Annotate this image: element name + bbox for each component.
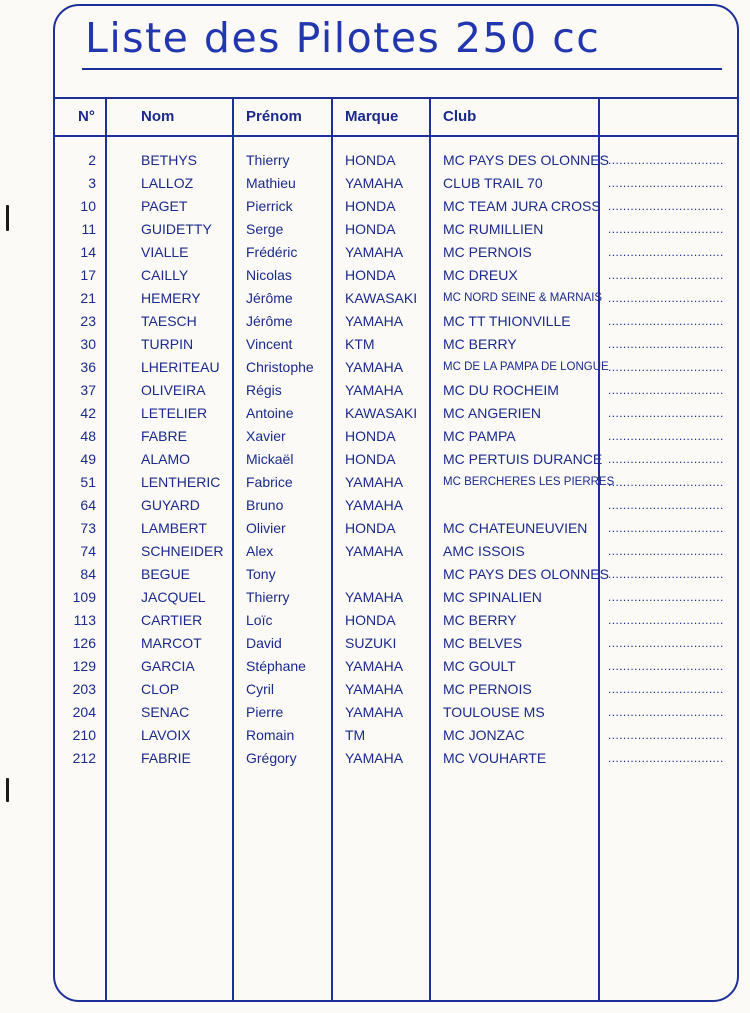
header-marque: Marque <box>345 108 399 125</box>
pilot-brand: KTM <box>345 336 375 352</box>
pilot-brand: YAMAHA <box>345 750 404 766</box>
pilot-last-name: CLOP <box>141 681 180 697</box>
pilot-brand: KAWASAKI <box>345 290 418 306</box>
pilot-last-name: PAGET <box>141 198 188 214</box>
pilot-first-name: Olivier <box>246 520 286 536</box>
pilot-club: MC TT THIONVILLE <box>443 313 571 329</box>
pilot-club: MC VOUHARTE <box>443 750 547 766</box>
pilot-number: 109 <box>72 589 96 605</box>
pilot-brand: YAMAHA <box>345 658 404 674</box>
pilot-number: 48 <box>80 428 96 444</box>
pilot-brand: YAMAHA <box>345 704 404 720</box>
signature-dotted-line: ............................... <box>608 590 724 604</box>
pilot-number: 10 <box>80 198 96 214</box>
pilot-last-name: BETHYS <box>141 152 198 168</box>
pilot-club: MC TEAM JURA CROSS <box>443 198 601 214</box>
pilot-club: MC PAMPA <box>443 428 516 444</box>
pilot-first-name: Christophe <box>246 359 314 375</box>
pilot-last-name: VIALLE <box>141 244 189 260</box>
header-prenom: Prénom <box>246 108 302 125</box>
pilot-number: 11 <box>81 221 96 237</box>
pilot-brand: YAMAHA <box>345 175 404 191</box>
pilot-last-name: FABRE <box>141 428 187 444</box>
pilot-brand: YAMAHA <box>345 244 404 260</box>
pilot-first-name: Grégory <box>246 750 297 766</box>
signature-dotted-line: ............................... <box>608 245 724 259</box>
pilot-first-name: Cyril <box>246 681 274 697</box>
pilot-club: MC PERNOIS <box>443 244 532 260</box>
pilot-last-name: JACQUEL <box>141 589 206 605</box>
pilot-first-name: Pierre <box>246 704 284 720</box>
pilot-number: 30 <box>80 336 96 352</box>
column-divider <box>429 97 431 1002</box>
pilot-club: MC PERTUIS DURANCE <box>443 451 603 467</box>
pilot-last-name: LETELIER <box>141 405 208 421</box>
pilot-first-name: David <box>246 635 282 651</box>
signature-dotted-line: ............................... <box>608 475 724 489</box>
pilot-club: MC BELVES <box>443 635 523 651</box>
signature-dotted-line: ............................... <box>608 682 724 696</box>
pilot-last-name: SCHNEIDER <box>141 543 224 559</box>
pilot-last-name: CARTIER <box>141 612 203 628</box>
pilot-club: MC PAYS DES OLONNES <box>443 152 609 168</box>
pilot-number: 212 <box>72 750 96 766</box>
pilot-number: 51 <box>80 474 96 490</box>
pilot-first-name: Thierry <box>246 589 290 605</box>
signature-dotted-line: ............................... <box>608 176 724 190</box>
signature-dotted-line: ............................... <box>608 728 724 742</box>
signature-dotted-line: ............................... <box>608 383 724 397</box>
pilot-first-name: Mathieu <box>246 175 296 191</box>
signature-dotted-line: ............................... <box>608 337 724 351</box>
pilot-last-name: GUYARD <box>141 497 200 513</box>
pilot-last-name: TURPIN <box>141 336 194 352</box>
pilot-club: MC JONZAC <box>443 727 525 743</box>
signature-dotted-line: ............................... <box>608 751 724 765</box>
signature-dotted-line: ............................... <box>608 291 724 305</box>
pilot-brand: YAMAHA <box>345 497 404 513</box>
pilot-last-name: LAMBERT <box>141 520 207 536</box>
table-top-rule <box>53 97 739 99</box>
pilot-first-name: Régis <box>246 382 282 398</box>
pilot-first-name: Xavier <box>246 428 286 444</box>
pilot-first-name: Vincent <box>246 336 293 352</box>
pilot-last-name: ALAMO <box>141 451 191 467</box>
pilot-brand: SUZUKI <box>345 635 397 651</box>
pilot-first-name: Alex <box>246 543 274 559</box>
signature-dotted-line: ............................... <box>608 498 724 512</box>
pilot-brand: HONDA <box>345 152 396 168</box>
pilot-club: TOULOUSE MS <box>443 704 545 720</box>
pilot-club: AMC ISSOIS <box>443 543 525 559</box>
binder-mark <box>6 778 9 802</box>
pilot-brand: YAMAHA <box>345 313 404 329</box>
pilot-last-name: TAESCH <box>141 313 197 329</box>
pilot-club: MC BERRY <box>443 612 517 628</box>
pilot-first-name: Stéphane <box>246 658 306 674</box>
title-underline <box>82 68 722 70</box>
signature-dotted-line: ............................... <box>608 705 724 719</box>
pilot-brand: HONDA <box>345 198 396 214</box>
pilot-club: MC BERCHERES LES PIERRES <box>443 476 615 488</box>
signature-dotted-line: ............................... <box>608 567 724 581</box>
signature-dotted-line: ............................... <box>608 544 724 558</box>
pilot-number: 36 <box>80 359 96 375</box>
pilot-brand: HONDA <box>345 451 396 467</box>
pilot-number: 2 <box>88 152 96 168</box>
signature-dotted-line: ............................... <box>608 360 724 374</box>
header-nom: Nom <box>141 108 175 125</box>
pilot-last-name: GUIDETTY <box>141 221 212 237</box>
pilot-first-name: Mickaël <box>246 451 294 467</box>
pilot-brand: YAMAHA <box>345 589 404 605</box>
pilot-brand: YAMAHA <box>345 681 404 697</box>
pilot-first-name: Pierrick <box>246 198 293 214</box>
pilot-brand: KAWASAKI <box>345 405 418 421</box>
pilot-number: 23 <box>80 313 96 329</box>
pilot-club: MC DREUX <box>443 267 518 283</box>
pilot-last-name: OLIVEIRA <box>141 382 206 398</box>
pilot-brand: HONDA <box>345 221 396 237</box>
pilot-number: 210 <box>72 727 96 743</box>
pilot-last-name: GARCIA <box>141 658 195 674</box>
pilot-last-name: CAILLY <box>141 267 189 283</box>
pilot-last-name: BEGUE <box>141 566 191 582</box>
pilot-last-name: LAVOIX <box>141 727 191 743</box>
pilot-number: 14 <box>80 244 96 260</box>
pilot-last-name: SENAC <box>141 704 190 720</box>
pilot-brand: HONDA <box>345 612 396 628</box>
signature-dotted-line: ............................... <box>608 521 724 535</box>
pilot-first-name: Fabrice <box>246 474 293 490</box>
pilot-first-name: Jérôme <box>246 313 293 329</box>
signature-dotted-line: ............................... <box>608 613 724 627</box>
header-bottom-rule <box>53 135 739 137</box>
pilot-first-name: Antoine <box>246 405 294 421</box>
column-divider <box>331 97 333 1002</box>
pilot-number: 84 <box>80 566 96 582</box>
pilot-club: MC PAYS DES OLONNES <box>443 566 609 582</box>
signature-dotted-line: ............................... <box>608 199 724 213</box>
pilot-last-name: LALLOZ <box>141 175 194 191</box>
pilot-number: 37 <box>80 382 96 398</box>
pilot-number: 64 <box>80 497 96 513</box>
pilot-brand: HONDA <box>345 428 396 444</box>
pilot-first-name: Bruno <box>246 497 284 513</box>
pilot-club: MC CHATEUNEUVIEN <box>443 520 588 536</box>
pilot-last-name: HEMERY <box>141 290 201 306</box>
pilot-first-name: Frédéric <box>246 244 298 260</box>
pilot-first-name: Thierry <box>246 152 290 168</box>
signature-dotted-line: ............................... <box>608 222 724 236</box>
pilot-club: MC NORD SEINE & MARNAIS <box>443 292 603 304</box>
signature-dotted-line: ............................... <box>608 314 724 328</box>
signature-dotted-line: ............................... <box>608 406 724 420</box>
pilot-club: MC BERRY <box>443 336 517 352</box>
pilot-first-name: Jérôme <box>246 290 293 306</box>
pilot-brand: YAMAHA <box>345 359 404 375</box>
pilot-club: MC PERNOIS <box>443 681 532 697</box>
pilot-last-name: MARCOT <box>141 635 202 651</box>
pilot-number: 21 <box>80 290 96 306</box>
pilot-first-name: Serge <box>246 221 284 237</box>
pilot-club: MC DU ROCHEIM <box>443 382 559 398</box>
binder-mark <box>6 205 9 231</box>
pilot-first-name: Nicolas <box>246 267 292 283</box>
pilot-number: 74 <box>80 543 96 559</box>
pilot-first-name: Loïc <box>246 612 273 628</box>
page-title: Liste des Pilotes 250 cc <box>85 14 601 62</box>
signature-dotted-line: ............................... <box>608 659 724 673</box>
pilot-number: 42 <box>80 405 96 421</box>
pilot-brand: TM <box>345 727 366 743</box>
pilot-number: 129 <box>72 658 96 674</box>
signature-dotted-line: ............................... <box>608 153 724 167</box>
pilot-brand: YAMAHA <box>345 474 404 490</box>
pilot-number: 126 <box>72 635 96 651</box>
pilot-number: 73 <box>80 520 96 536</box>
pilot-brand: YAMAHA <box>345 382 404 398</box>
pilot-club: MC GOULT <box>443 658 516 674</box>
signature-dotted-line: ............................... <box>608 636 724 650</box>
pilot-club: MC DE LA PAMPA DE LONGUE <box>443 361 609 373</box>
header-club: Club <box>443 108 477 125</box>
column-divider <box>232 97 234 1002</box>
pilot-club: MC RUMILLIEN <box>443 221 544 237</box>
pilot-number: 113 <box>73 612 96 628</box>
pilot-brand: HONDA <box>345 267 396 283</box>
pilot-first-name: Tony <box>246 566 276 582</box>
signature-dotted-line: ............................... <box>608 268 724 282</box>
column-divider <box>598 97 600 1002</box>
column-divider <box>105 97 107 1002</box>
header-num: N° <box>78 108 95 125</box>
pilot-number: 49 <box>80 451 96 467</box>
pilot-club: MC SPINALIEN <box>443 589 542 605</box>
signature-dotted-line: ............................... <box>608 429 724 443</box>
pilot-number: 3 <box>88 175 96 191</box>
pilot-brand: HONDA <box>345 520 396 536</box>
pilot-first-name: Romain <box>246 727 295 743</box>
pilot-brand: YAMAHA <box>345 543 404 559</box>
pilot-club: CLUB TRAIL 70 <box>443 175 543 191</box>
pilot-number: 204 <box>72 704 96 720</box>
pilot-last-name: LHERITEAU <box>141 359 220 375</box>
signature-dotted-line: ............................... <box>608 452 724 466</box>
pilot-number: 17 <box>80 267 96 283</box>
pilot-number: 203 <box>72 681 96 697</box>
pilot-club: MC ANGERIEN <box>443 405 542 421</box>
pilot-last-name: LENTHERIC <box>141 474 221 490</box>
pilot-last-name: FABRIE <box>141 750 191 766</box>
